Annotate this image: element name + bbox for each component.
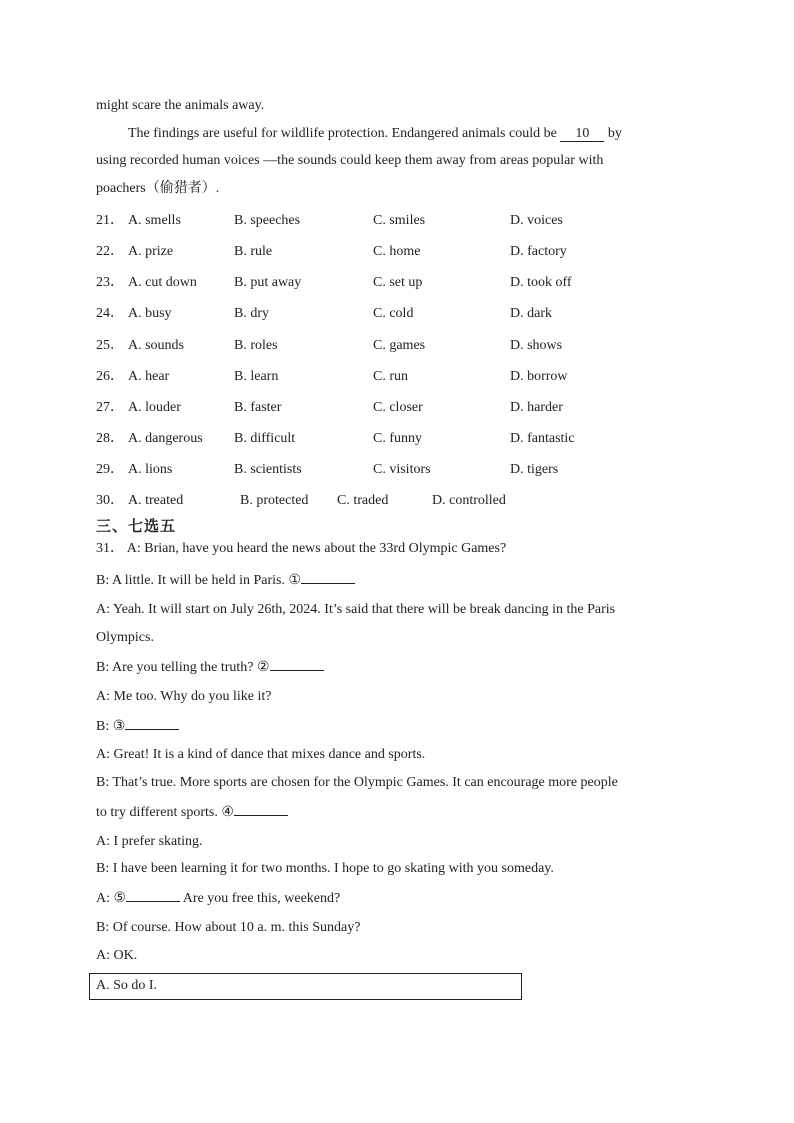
dialogue-line: Olympics.	[96, 630, 154, 645]
option-c: C. traded	[337, 493, 389, 508]
option-item: A. So do I.	[96, 978, 158, 993]
question-row	[96, 461, 696, 479]
answer-gap-5	[126, 889, 180, 902]
dialogue-line	[96, 571, 355, 590]
question-number: 21．	[96, 213, 124, 228]
dialogue-line: B: Of course. How about 10 a. m. this Sunday?	[96, 920, 361, 935]
option-a: A. dangerous	[128, 431, 203, 446]
option-b: B. speeches	[234, 213, 301, 228]
dialogue-line: A: Yeah. It will start on July 26th, 2024. It’s said that there will be break dancing in the Paris	[96, 602, 616, 617]
section-heading: 三、七选五	[96, 517, 177, 535]
passage-line-2-post: by	[604, 126, 622, 141]
option-b: B. roles	[234, 338, 278, 353]
dialogue-text: Are you free this, weekend?	[180, 891, 341, 906]
options-box	[89, 973, 522, 1000]
answer-gap-4	[234, 803, 288, 816]
option-b: B. difficult	[234, 431, 296, 446]
option-b: B. protected	[240, 493, 309, 508]
dialogue-line	[96, 889, 340, 908]
question-row	[96, 305, 696, 323]
dialogue-line: B: That’s true. More sports are chosen for the Olympic Games. It can encourage more people	[96, 775, 618, 790]
question-row	[96, 492, 696, 510]
option-d: D. harder	[510, 400, 563, 415]
answer-gap-2	[270, 658, 324, 671]
dialogue-line	[96, 803, 288, 822]
passage-line-4: poachers（偷猎者）.	[96, 181, 220, 196]
dialogue-line: A: Great! It is a kind of dance that mixes dance and sports.	[96, 747, 426, 762]
option-b: B. put away	[234, 275, 302, 290]
option-a: A. hear	[128, 369, 170, 384]
option-d: D. tigers	[510, 462, 559, 477]
question-row	[96, 274, 696, 292]
option-c: C. closer	[373, 400, 423, 415]
passage-line-2	[128, 125, 622, 143]
question-row	[96, 212, 696, 230]
question-number: 26．	[96, 369, 124, 384]
option-d: D. shows	[510, 338, 563, 353]
option-d: D. voices	[510, 213, 563, 228]
option-a: A. prize	[128, 244, 174, 259]
option-a: A. smells	[128, 213, 181, 228]
option-c: C. cold	[373, 306, 414, 321]
option-d: D. fantastic	[510, 431, 575, 446]
question-number: 29．	[96, 462, 124, 477]
passage-line-3: using recorded human voices —the sounds could keep them away from areas popular with	[96, 153, 604, 168]
question-number: 28．	[96, 431, 124, 446]
option-a: A. louder	[128, 400, 181, 415]
option-c: C. funny	[373, 431, 422, 446]
question-row	[96, 368, 696, 386]
option-b: B. scientists	[234, 462, 302, 477]
dialogue-line: A: Me too. Why do you like it?	[96, 689, 272, 704]
passage-line-2-pre: The findings are useful for wildlife protection. Endangered animals could be	[128, 126, 561, 141]
question-row	[96, 399, 696, 417]
option-d: D. dark	[510, 306, 552, 321]
option-a: A. busy	[128, 306, 172, 321]
dialogue-line	[96, 717, 179, 736]
option-b: B. learn	[234, 369, 279, 384]
option-c: C. home	[373, 244, 421, 259]
option-c: C. visitors	[373, 462, 431, 477]
dialogue-line: 31． A: Brian, have you heard the news about the 33rd Olympic Games?	[96, 541, 507, 556]
option-c: C. set up	[373, 275, 423, 290]
passage-line-1: might scare the animals away.	[96, 98, 265, 113]
answer-gap-3	[125, 717, 179, 730]
option-a: A. cut down	[128, 275, 197, 290]
question-number: 22．	[96, 244, 124, 259]
option-b: B. faster	[234, 400, 282, 415]
option-a: A. treated	[128, 493, 184, 508]
option-d: D. controlled	[432, 493, 506, 508]
dialogue-text: A: ⑤	[96, 891, 127, 906]
option-d: D. borrow	[510, 369, 568, 384]
option-b: B. rule	[234, 244, 273, 259]
dialogue-line: A: OK.	[96, 948, 138, 963]
question-row	[96, 243, 696, 261]
dialogue-text: to try different sports. ④	[96, 805, 234, 820]
question-number: 25．	[96, 338, 124, 353]
dialogue-line: A: I prefer skating.	[96, 834, 203, 849]
question-row	[96, 430, 696, 448]
option-c: C. games	[373, 338, 426, 353]
dialogue-text: B: Are you telling the truth? ②	[96, 660, 270, 675]
option-a: A. sounds	[128, 338, 185, 353]
option-c: C. run	[373, 369, 408, 384]
dialogue-line	[96, 658, 324, 677]
question-number: 27．	[96, 400, 124, 415]
question-number: 23．	[96, 275, 124, 290]
dialogue-text: B: A little. It will be held in Paris. ①	[96, 573, 302, 588]
dialogue-line: B: I have been learning it for two months. I hope to go skating with you someday.	[96, 861, 554, 876]
answer-gap-1	[301, 571, 355, 584]
question-number: 30．	[96, 493, 124, 508]
option-c: C. smiles	[373, 213, 426, 228]
option-a: A. lions	[128, 462, 173, 477]
option-b: B. dry	[234, 306, 269, 321]
question-row	[96, 337, 696, 355]
option-d: D. factory	[510, 244, 567, 259]
dialogue-text: B: ③	[96, 719, 126, 734]
question-number: 24．	[96, 306, 124, 321]
blank-10: 10	[560, 127, 604, 142]
option-d: D. took off	[510, 275, 572, 290]
